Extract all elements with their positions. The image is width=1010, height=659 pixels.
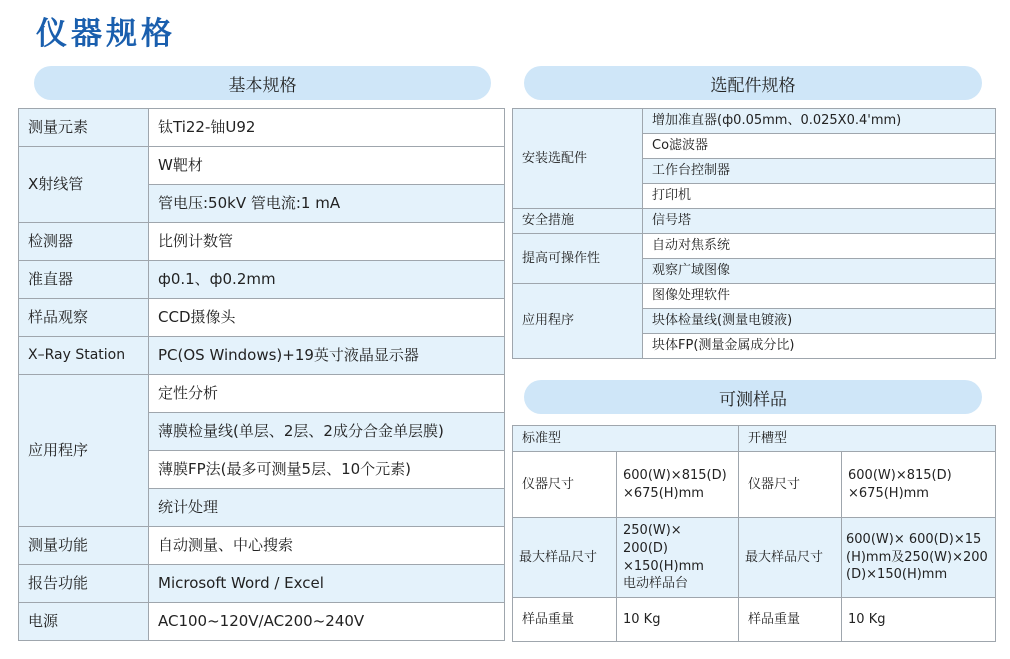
- slot-max-size: [842, 518, 996, 598]
- basic-specs-heading: 基本规格: [34, 66, 491, 100]
- table-row: [19, 299, 505, 337]
- app-item: 薄膜检量线(单层、2层、2成分合金单层膜): [149, 413, 505, 451]
- slot-size-line: 600(W)×815(D): [848, 467, 952, 483]
- report-label: 报告功能: [19, 565, 149, 603]
- tube-power: 管电压:50kV 管电流:1 mA: [149, 185, 505, 223]
- safety-value: 信号塔: [643, 209, 996, 234]
- detector-label: 检测器: [19, 223, 149, 261]
- table-row: [513, 426, 996, 452]
- max-size-label: 最大样品尺寸: [739, 518, 842, 598]
- measure-value: 自动测量、中心搜索: [149, 527, 505, 565]
- station-label: X–Ray Station: [19, 337, 149, 375]
- observe-label: 样品观察: [19, 299, 149, 337]
- options-heading: 选配件规格: [524, 66, 982, 100]
- table-row: [19, 375, 505, 413]
- std-size-line: 600(W)×815(D): [623, 467, 727, 483]
- report-value: Microsoft Word / Excel: [149, 565, 505, 603]
- table-row: [19, 527, 505, 565]
- slot-max-line: (D)×150(H)mm: [846, 567, 948, 583]
- install-item: Co滤波器: [643, 134, 996, 159]
- size-label: 仪器尺寸: [513, 452, 617, 518]
- table-row: [19, 603, 505, 641]
- slot-size: [842, 452, 996, 518]
- table-row: [19, 261, 505, 299]
- std-size: [617, 452, 739, 518]
- observe-value: CCD摄像头: [149, 299, 505, 337]
- options-table: [512, 108, 996, 359]
- tube-label: X射线管: [19, 147, 149, 223]
- slot-max-line: 600(W)× 600(D)×15: [846, 532, 982, 548]
- power-value: AC100~120V/AC200~240V: [149, 603, 505, 641]
- table-row: [513, 109, 996, 134]
- std-size-line: ×675(H)mm: [623, 485, 704, 501]
- table-row: [513, 284, 996, 309]
- samples-heading: 可测样品: [524, 380, 982, 414]
- app-item: 薄膜FP法(最多可测量5层、10个元素): [149, 451, 505, 489]
- app-item: 统计处理: [149, 489, 505, 527]
- max-size-label: 最大样品尺寸: [513, 518, 617, 598]
- std-max-line: 电动样品台: [623, 576, 689, 592]
- install-item: 打印机: [643, 184, 996, 209]
- standard-type-header: 标准型: [513, 426, 739, 452]
- table-row: [19, 565, 505, 603]
- slot-type-header: 开槽型: [739, 426, 996, 452]
- app-item: 定性分析: [149, 375, 505, 413]
- weight-label: 样品重量: [513, 598, 617, 642]
- collimator-label: 准直器: [19, 261, 149, 299]
- table-row: [513, 209, 996, 234]
- slot-weight: 10 Kg: [842, 598, 996, 642]
- install-item: 工作台控制器: [643, 159, 996, 184]
- size-label: 仪器尺寸: [739, 452, 842, 518]
- usability-item: 观察广域图像: [643, 259, 996, 284]
- opt-app-item: 块体FP(测量金属成分比): [643, 334, 996, 359]
- table-row: [19, 109, 505, 147]
- basic-specs-table: [18, 108, 505, 641]
- tube-target: W靶材: [149, 147, 505, 185]
- install-label: 安装选配件: [513, 109, 643, 209]
- opt-app-label: 应用程序: [513, 284, 643, 359]
- element-value: 钛Ti22-铀U92: [149, 109, 505, 147]
- std-max-line: 250(W)× 200(D): [623, 523, 682, 556]
- usability-item: 自动对焦系统: [643, 234, 996, 259]
- std-max-line: ×150(H)mm: [623, 558, 704, 574]
- samples-table: [512, 425, 996, 642]
- detector-value: 比例计数管: [149, 223, 505, 261]
- measure-label: 测量功能: [19, 527, 149, 565]
- opt-app-item: 块体检量线(测量电镀液): [643, 309, 996, 334]
- table-row: [19, 337, 505, 375]
- power-label: 电源: [19, 603, 149, 641]
- page-title: 仪器规格: [36, 16, 176, 52]
- safety-label: 安全措施: [513, 209, 643, 234]
- slot-size-line: ×675(H)mm: [848, 485, 929, 501]
- std-weight: 10 Kg: [617, 598, 739, 642]
- usability-label: 提高可操作性: [513, 234, 643, 284]
- element-label: 测量元素: [19, 109, 149, 147]
- table-row: [513, 234, 996, 259]
- table-row: [513, 598, 996, 642]
- slot-max-line: (H)mm及250(W)×200: [846, 549, 988, 565]
- table-row: [19, 223, 505, 261]
- table-row: [513, 518, 996, 598]
- table-row: [19, 147, 505, 185]
- std-max-size: [617, 518, 739, 598]
- table-row: [513, 452, 996, 518]
- opt-app-item: 图像处理软件: [643, 284, 996, 309]
- install-item: 增加准直器(ф0.05mm、0.025X0.4'mm): [643, 109, 996, 134]
- station-value: PC(OS Windows)+19英寸液晶显示器: [149, 337, 505, 375]
- weight-label: 样品重量: [739, 598, 842, 642]
- app-label: 应用程序: [19, 375, 149, 527]
- collimator-value: ф0.1、ф0.2mm: [149, 261, 505, 299]
